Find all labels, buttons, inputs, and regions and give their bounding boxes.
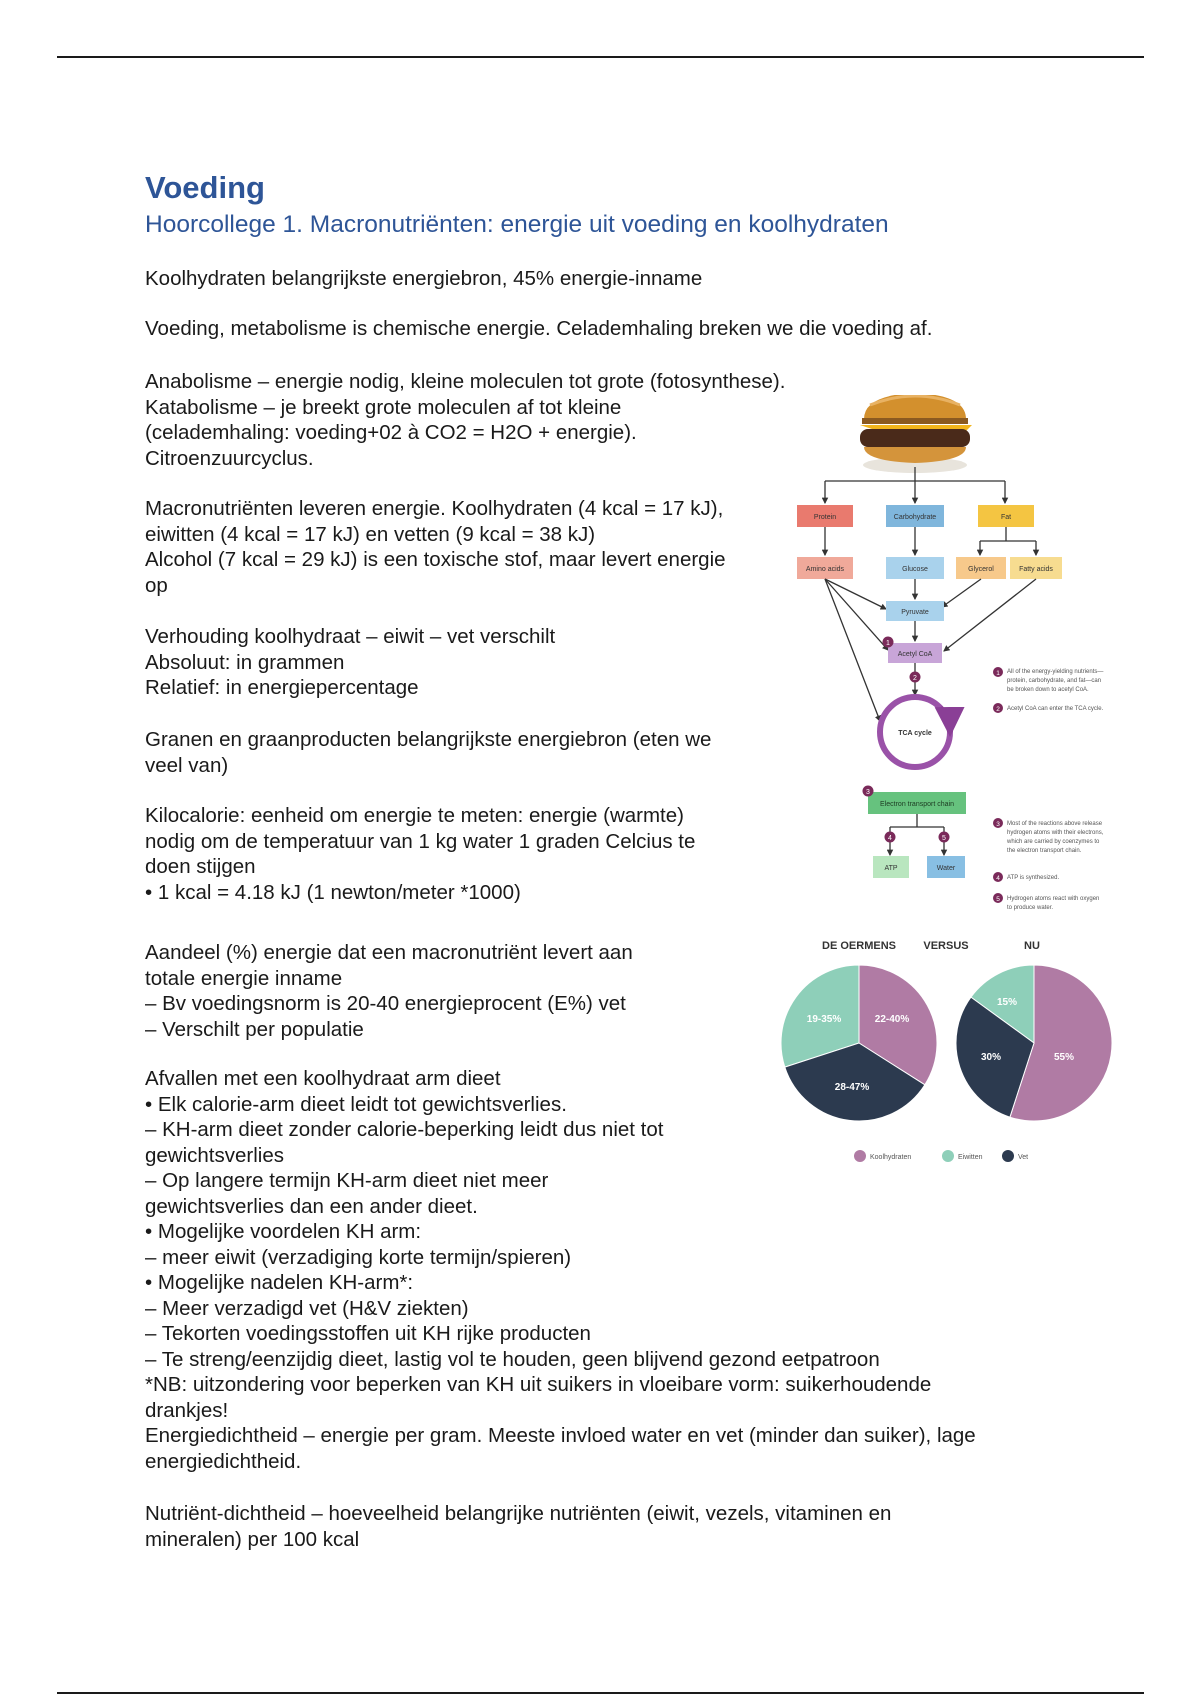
bottom-rule — [57, 1692, 1144, 1694]
text-line: gewichtsverlies — [145, 1143, 284, 1167]
pie-right-eiwit-label: 15% — [996, 997, 1018, 1008]
note-3 — [993, 818, 1104, 854]
acetyl-coa-label: Acetyl CoA — [897, 651, 933, 658]
text-line: • Mogelijke nadelen KH-arm*: — [145, 1271, 414, 1294]
text-block-7 — [145, 803, 695, 905]
legend-vet: Vet — [1018, 1154, 1029, 1161]
text-line: Absoluut: in grammen — [145, 650, 345, 674]
step-4-number: 4 — [888, 835, 892, 842]
text-line: *NB: uitzondering voor beperken van KH uit suikers in vloeibare vorm: suikerhoudende — [145, 1373, 932, 1396]
text-line: • 1 kcal = 4.18 kJ (1 newton/meter *1000) — [145, 880, 521, 904]
note-1 — [993, 667, 1103, 693]
step-5-number: 5 — [942, 835, 946, 842]
burger-illustration — [860, 395, 972, 473]
metabolism-figure — [780, 395, 1120, 1185]
text-line: • Mogelijke voordelen KH arm: — [145, 1220, 422, 1243]
text-block-5 — [145, 624, 555, 701]
note-3-line: Most of the reactions above release — [1007, 821, 1103, 827]
top-rule — [57, 56, 1144, 58]
text-line: (celademhaling: voeding+02 à CO2 = H2O + energie). — [145, 421, 637, 444]
pyruvate-label: Pyruvate — [901, 609, 929, 616]
note-3-line: which are carried by coenzymes to — [1007, 839, 1100, 845]
text-line: veel van) — [145, 753, 229, 777]
pie-legend — [854, 1150, 1028, 1162]
glucose-node — [886, 557, 944, 579]
note-1-line: be broken down to acetyl CoA. — [1007, 687, 1089, 693]
step-5-marker — [939, 832, 950, 843]
page-subtitle: Hoorcollege 1. Macronutriënten: energie uit voeding en koolhydraten — [145, 211, 889, 238]
text-line: Alcohol (7 kcal = 29 kJ) is een toxische stof, maar levert energie — [145, 548, 726, 571]
text-line: energiedichtheid. — [145, 1449, 302, 1473]
text-line: gewichtsverlies dan een ander dieet. — [145, 1194, 478, 1218]
note-4-number: 4 — [996, 875, 1000, 882]
protein-label: Protein — [813, 514, 837, 521]
glycerol-node — [956, 557, 1006, 579]
legend-dot-koolhydraten — [854, 1150, 866, 1162]
step-3-number: 3 — [866, 789, 870, 796]
figure-svg — [780, 395, 1120, 1185]
fat-label: Fat — [1000, 514, 1012, 521]
tca-label: TCA cycle — [898, 730, 932, 737]
legend-eiwitten: Eiwitten — [958, 1154, 983, 1161]
pie-left-vet-label: 28-47% — [834, 1082, 870, 1093]
text-line: Verhouding koolhydraat – eiwit – vet verschilt — [145, 625, 556, 648]
text-line: doen stijgen — [145, 855, 256, 878]
note-2-number: 2 — [996, 706, 1000, 713]
text-block-3 — [145, 369, 785, 471]
note-1-number: 1 — [996, 670, 1000, 677]
water-node — [927, 856, 965, 878]
note-4-line: ATP is synthesized. — [1007, 875, 1060, 881]
text-block-1 — [145, 266, 702, 292]
amino-acids-label: Amino acids — [805, 566, 845, 573]
text-line: – Tekorten voedingsstoffen uit KH rijke producten — [145, 1322, 591, 1345]
note-3-line: hydrogen atoms with their electrons, — [1007, 830, 1104, 836]
note-5 — [993, 893, 1099, 911]
pie-left — [781, 965, 937, 1121]
fatty-acids-node — [1010, 557, 1062, 579]
text-block-2 — [145, 316, 932, 342]
note-2-line: Acetyl CoA can enter the TCA cycle. — [1007, 706, 1104, 712]
carbohydrate-label: Carbohydrate — [893, 514, 937, 521]
pie-left-eiwit-label: 19-35% — [806, 1014, 842, 1025]
row1-connectors — [825, 527, 1036, 555]
pie-right — [956, 965, 1112, 1121]
pyruvate-node — [886, 601, 944, 621]
atp-node — [873, 856, 909, 878]
step-4-marker — [885, 832, 896, 843]
page-title: Voeding — [145, 170, 265, 205]
pie-header-left: DE OERMENS — [822, 940, 896, 952]
note-3-line: the electron transport chain. — [1007, 848, 1082, 854]
text-line: Katabolisme – je breekt grote moleculen af tot kleine — [145, 395, 622, 419]
pie-header-mid: VERSUS — [923, 940, 969, 952]
note-2 — [993, 703, 1104, 713]
pie-right-kh-label: 55% — [1053, 1052, 1075, 1063]
note-5-number: 5 — [996, 896, 1000, 903]
tca-cycle — [880, 697, 950, 767]
glucose-label: Glucose — [902, 566, 928, 573]
text-line: mineralen) per 100 kcal — [145, 1527, 360, 1551]
legend-dot-eiwitten — [942, 1150, 954, 1162]
acetyl-coa-node — [888, 643, 942, 663]
text-line: Citroenzuurcyclus. — [145, 446, 314, 470]
note-3-number: 3 — [996, 821, 1000, 828]
step-2-number: 2 — [913, 675, 917, 682]
note-1-line: All of the energy-yielding nutrients— — [1007, 669, 1104, 675]
text-line: – Op langere termijn KH-arm dieet niet meer — [145, 1169, 549, 1192]
text-line: eiwitten (4 kcal = 17 kJ) en vetten (9 kcal = 38 kJ) — [145, 522, 596, 546]
text-line: Voeding, metabolisme is chemische energie. Celademhaling breken we die voeding af. — [145, 317, 933, 340]
step-2-marker — [910, 672, 921, 683]
text-block-10 — [145, 1501, 891, 1552]
text-line: Granen en graanproducten belangrijkste energiebron (eten we — [145, 728, 712, 751]
text-block-6 — [145, 727, 711, 778]
step-3-marker — [863, 786, 874, 797]
text-line: Afvallen met een koolhydraat arm dieet — [145, 1067, 501, 1090]
text-line: – Meer verzadigd vet (H&V ziekten) — [145, 1296, 469, 1320]
text-line: – Bv voedingsnorm is 20-40 energieprocent (E%) vet — [145, 992, 626, 1015]
text-block-8 — [145, 940, 633, 1042]
notes — [993, 667, 1104, 911]
fatty-acids-label: Fatty acids — [1019, 566, 1053, 573]
step-1-marker — [883, 637, 894, 648]
pie-header-right: NU — [1024, 940, 1040, 952]
pie-left-kh-label: 22-40% — [874, 1014, 910, 1025]
pie-right-vet-label: 30% — [980, 1052, 1002, 1063]
top-connectors — [825, 467, 1005, 503]
glycerol-label: Glycerol — [968, 566, 994, 573]
step-1-number: 1 — [886, 640, 890, 647]
etc-label: Electron transport chain — [880, 801, 954, 808]
text-line: totale energie inname — [145, 966, 343, 990]
fat-node — [978, 505, 1034, 527]
text-line: – KH-arm dieet zonder calorie-beperking leidt dus niet tot — [145, 1118, 664, 1141]
text-line: nodig om de temperatuur van 1 kg water 1 graden Celcius te — [145, 829, 696, 853]
etc-node — [868, 792, 966, 814]
text-line: – Verschilt per populatie — [145, 1017, 364, 1041]
amino-acids-node — [797, 557, 853, 579]
etc-connectors — [890, 814, 944, 855]
text-block-4 — [145, 496, 726, 598]
atp-label: ATP — [884, 865, 898, 872]
text-line: Nutriënt-dichtheid – hoeveelheid belangrijke nutriënten (eiwit, vezels, vitaminen en — [145, 1502, 892, 1525]
text-line: – meer eiwit (verzadiging korte termijn/spieren) — [145, 1245, 572, 1269]
note-5-line: to produce water. — [1007, 905, 1054, 911]
text-line: drankjes! — [145, 1398, 229, 1422]
text-line: Anabolisme – energie nodig, kleine moleculen tot grote (fotosynthese). — [145, 370, 786, 393]
text-line: Koolhydraten belangrijkste energiebron, 45% energie-inname — [145, 267, 703, 290]
carbohydrate-node — [886, 505, 944, 527]
note-1-line: protein, carbohydrate, and fat—can — [1007, 678, 1102, 684]
protein-node — [797, 505, 853, 527]
text-line: – Te streng/eenzijdig dieet, lastig vol te houden, geen blijvend gezond eetpatroon — [145, 1347, 880, 1371]
water-label: Water — [936, 865, 956, 872]
note-4 — [993, 872, 1059, 882]
note-5-line: Hydrogen atoms react with oxygen — [1007, 896, 1100, 902]
text-line: Energiedichtheid – energie per gram. Meeste invloed water en vet (minder dan suiker), lage — [145, 1424, 976, 1447]
text-line: op — [145, 573, 168, 597]
text-line: Relatief: in energiepercentage — [145, 676, 419, 699]
text-line: Kilocalorie: eenheid om energie te meten: energie (warmte) — [145, 804, 684, 827]
legend-koolhydraten: Koolhydraten — [870, 1154, 912, 1161]
legend-dot-vet — [1002, 1150, 1014, 1162]
text-line: Aandeel (%) energie dat een macronutriënt levert aan — [145, 941, 633, 964]
text-line: • Elk calorie-arm dieet leidt tot gewichtsverlies. — [145, 1092, 567, 1116]
text-line: Macronutriënten leveren energie. Koolhydraten (4 kcal = 17 kJ), — [145, 497, 724, 520]
